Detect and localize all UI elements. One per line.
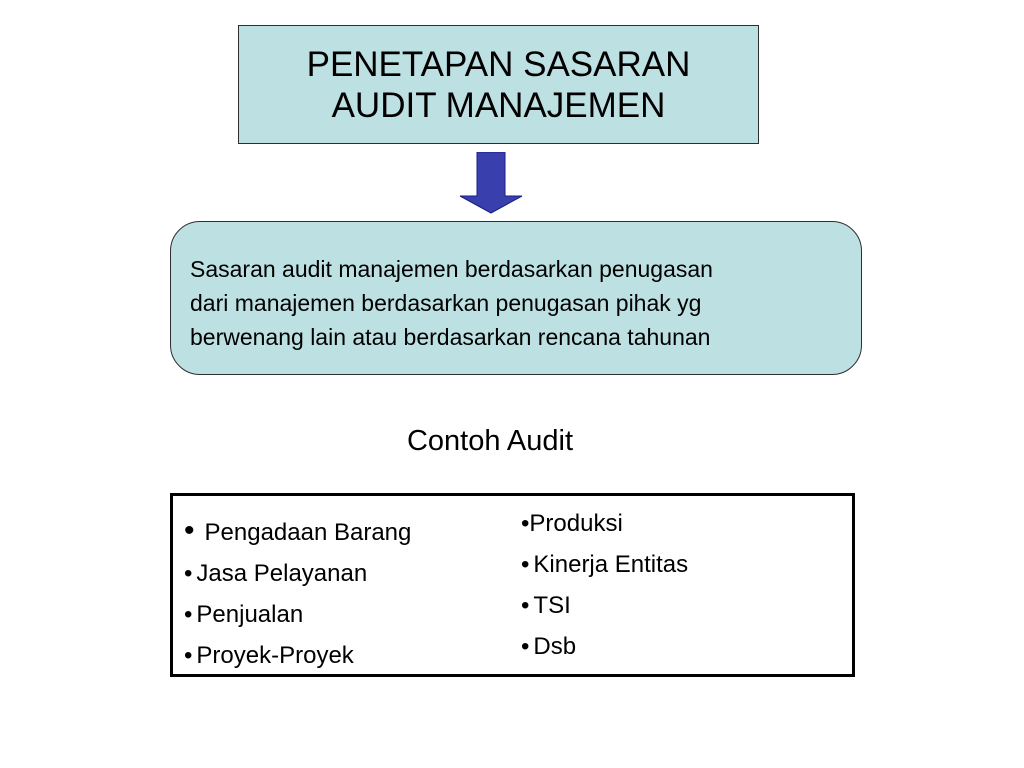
list-item [521,585,688,626]
bullet-icon: • [184,601,193,628]
list-item-label: Produksi [529,510,623,537]
list-item-label: TSI [533,592,571,619]
description-line-3: berwenang lain atau berdasarkan rencana tahunan [190,324,711,350]
list-item-label: Pengadaan Barang [204,519,412,546]
list-item [521,503,688,544]
list-item-label: Proyek-Proyek [196,642,354,669]
list-item [184,553,411,594]
bullet-icon: • [521,551,530,578]
title-line-2: AUDIT MANAJEMEN [331,85,666,125]
bullet-icon: • [521,592,530,619]
bullet-icon: • [184,642,193,669]
list-item [184,510,411,553]
list-item-label: Dsb [533,633,577,660]
description-box [170,221,862,375]
bullet-icon: • [521,510,530,537]
description-line-2: dari manajemen berdasarkan penugasan pihak yg [190,290,702,316]
bullet-icon: • [184,560,193,587]
list-item [521,626,688,667]
bullet-icon: • [521,633,530,660]
list-item-label: Kinerja Entitas [533,551,689,578]
description-line-1: Sasaran audit manajemen berdasarkan penugasan [190,256,713,282]
title-line-1: PENETAPAN SASARAN [306,44,691,84]
list-item [184,594,411,635]
list-item-label: Jasa Pelayanan [196,560,368,587]
down-arrow-icon [459,152,523,216]
examples-right-column [521,503,688,667]
list-item [184,635,411,676]
section-heading: Contoh Audit [406,425,574,457]
examples-left-column [184,510,411,676]
bullet-icon: • [184,514,195,547]
examples-box [170,493,855,677]
list-item-label: Penjualan [196,601,304,628]
list-item [521,544,688,585]
title-box [238,25,759,144]
